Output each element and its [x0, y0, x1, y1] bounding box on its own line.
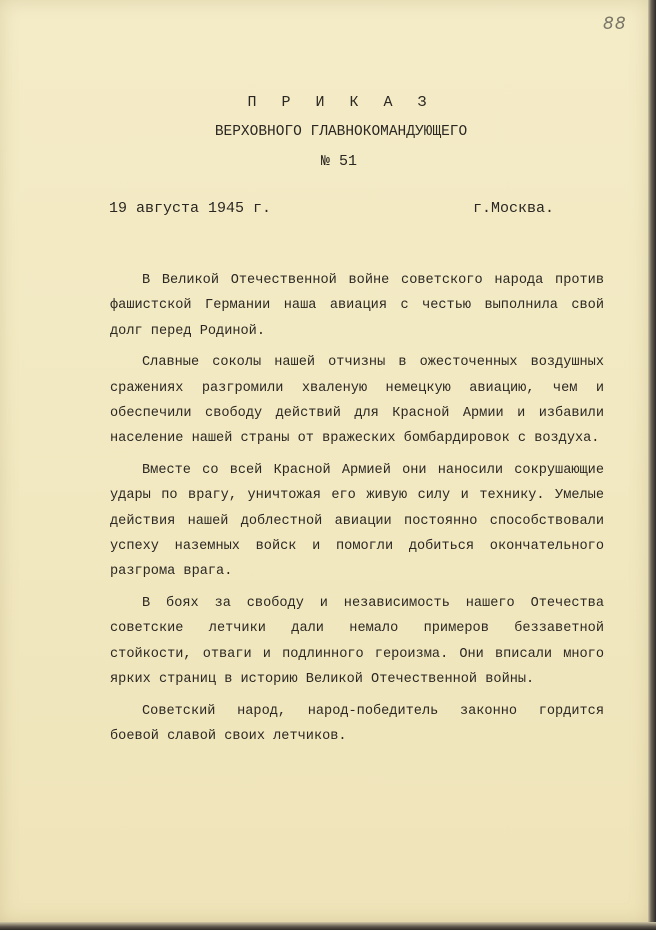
paragraph: В Великой Отечественной войне советского народа против фашистской Германии наша авиация с честью выполнила свой долг перед Родиной.	[110, 273, 604, 339]
paragraph: В боях за свободу и независимость нашего Отечества советские летчики дали немало примеров беззаветной стойкости, отваги и подлинного героизма. Они вписали много ярких страниц в историю Великой Отечественной войны.	[110, 595, 604, 688]
document-subtitle: ВЕРХОВНОГО ГЛАВНОКОМАНДУЮЩЕГО	[214, 124, 468, 140]
paragraph: Советский народ, народ-победитель законно гордится боевой славой своих летчиков.	[110, 703, 604, 744]
document-place: г.Москва.	[473, 200, 555, 217]
page-edge-right	[648, 0, 656, 930]
order-number: № 51	[320, 153, 357, 170]
paragraph: Славные соколы нашей отчизны в ожесточенных воздушных сражениях разгромили хваленую немецкую авиацию, чем и обеспечили свободу действий для Красной Армии и избавили население нашей страны от вражеских бомбардировок с воздуха.	[110, 355, 604, 447]
document-body	[110, 268, 604, 755]
page-edge-bottom	[0, 922, 656, 930]
paragraph: Вместе со всей Красной Армией они наносили сокрушающие удары по врагу, уничтожая его живую силу и технику. Умелые действия нашей доблестной авиации постоянно способствовали успеху наземных войск и помогли добиться окончательного разгрома врага.	[110, 462, 604, 580]
archive-page-number: 88	[603, 14, 627, 34]
document-date: 19 августа 1945 г.	[109, 200, 272, 217]
document-title: П Р И К А З	[247, 94, 435, 111]
